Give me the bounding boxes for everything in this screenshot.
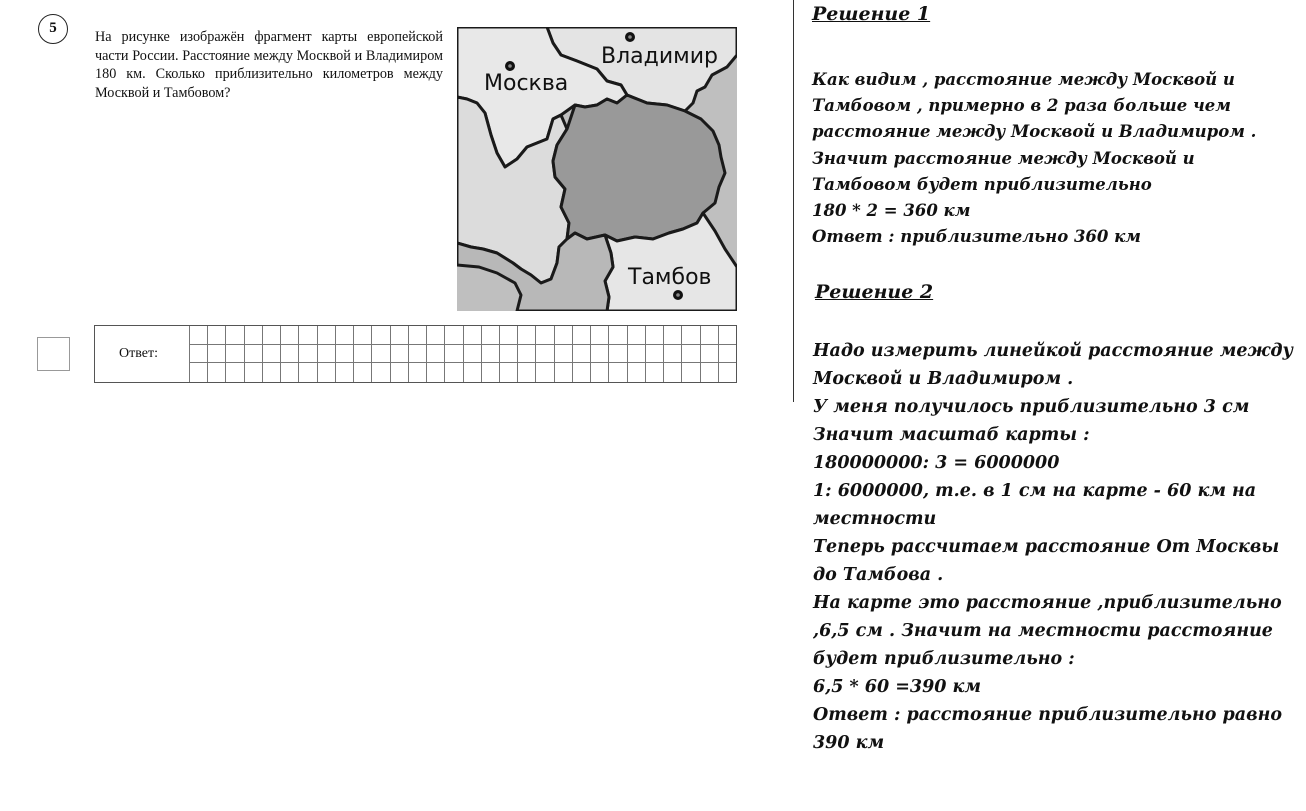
- solution-line: Ответ : приблизительно 360 км: [812, 227, 1141, 247]
- answer-cell[interactable]: [572, 326, 590, 345]
- answer-cell[interactable]: [535, 326, 553, 345]
- tambov-label: Тамбов: [628, 265, 712, 290]
- answer-cell[interactable]: [225, 326, 243, 345]
- answer-cell[interactable]: [608, 326, 626, 345]
- answer-cell[interactable]: [408, 363, 426, 382]
- answer-cell[interactable]: [554, 363, 572, 382]
- answer-cell[interactable]: [499, 345, 517, 364]
- solution-line: Тамбовом будет приблизительно: [812, 174, 1152, 194]
- answer-cell[interactable]: [572, 363, 590, 382]
- answer-cell[interactable]: [444, 326, 462, 345]
- answer-cell[interactable]: [317, 363, 335, 382]
- solution-line: Значит масштаб карты :: [813, 425, 1090, 445]
- answer-cell[interactable]: [317, 326, 335, 345]
- answer-cell[interactable]: [335, 345, 353, 364]
- answer-cell[interactable]: [280, 326, 298, 345]
- column-divider: [793, 0, 794, 402]
- answer-cell[interactable]: [371, 363, 389, 382]
- solution-2-title: Решение 2: [815, 281, 934, 303]
- solution-line: Теперь рассчитаем расстояние От Москвы: [813, 537, 1280, 557]
- answer-cell[interactable]: [663, 326, 681, 345]
- answer-cell[interactable]: [554, 345, 572, 364]
- answer-cell[interactable]: [426, 326, 444, 345]
- solution-line: местности: [813, 509, 937, 529]
- answer-cell[interactable]: [481, 326, 499, 345]
- answer-cell[interactable]: [244, 363, 262, 382]
- answer-cell[interactable]: [189, 345, 207, 364]
- solution-line: 180000000: 3 = 6000000: [813, 453, 1060, 473]
- solution-line: 390 км: [813, 733, 885, 753]
- solution-line: Тамбовом , примерно в 2 раза больше чем: [812, 96, 1231, 116]
- answer-cell[interactable]: [262, 345, 280, 364]
- answer-cell[interactable]: [353, 326, 371, 345]
- answer-cell[interactable]: [627, 326, 645, 345]
- answer-cell[interactable]: [663, 345, 681, 364]
- answer-cell[interactable]: [353, 345, 371, 364]
- answer-cell[interactable]: [608, 345, 626, 364]
- solution-line: Москвой и Владимиром .: [813, 369, 1074, 389]
- solution-line: 1: 6000000, т.е. в 1 см на карте - 60 км на: [813, 481, 1257, 501]
- solution-line: Надо измерить линейкой расстояние между: [813, 341, 1294, 361]
- answer-cell[interactable]: [390, 326, 408, 345]
- solution-line: На карте это расстояние ,приблизительно: [813, 593, 1282, 613]
- answer-cell[interactable]: [608, 363, 626, 382]
- answer-label: Ответ:: [119, 346, 158, 361]
- answer-cell[interactable]: [244, 345, 262, 364]
- solution-line: Ответ : расстояние приблизительно равно: [813, 705, 1283, 725]
- answer-cell[interactable]: [645, 326, 663, 345]
- answer-cell[interactable]: [627, 363, 645, 382]
- answer-cell[interactable]: [572, 345, 590, 364]
- answer-box: [94, 325, 737, 383]
- solution-line: Значит расстояние между Москвой и: [812, 148, 1195, 168]
- answer-cell[interactable]: [298, 345, 316, 364]
- answer-cell[interactable]: [280, 363, 298, 382]
- answer-cell[interactable]: [554, 326, 572, 345]
- answer-cell[interactable]: [645, 363, 663, 382]
- solution-line: Как видим , расстояние между Москвой и: [812, 70, 1235, 89]
- answer-cell[interactable]: [499, 326, 517, 345]
- answer-cell[interactable]: [535, 363, 553, 382]
- answer-cell[interactable]: [444, 345, 462, 364]
- answer-cell[interactable]: [681, 326, 699, 345]
- answer-cell[interactable]: [590, 345, 608, 364]
- solution-1-body: [812, 67, 1282, 250]
- answer-cell[interactable]: [700, 363, 718, 382]
- solution-2-body: [813, 337, 1299, 757]
- answer-cell[interactable]: [499, 363, 517, 382]
- answer-cell[interactable]: [700, 326, 718, 345]
- solution-line: У меня получилось приблизительно 3 см: [813, 397, 1250, 417]
- solution-line: будет приблизительно :: [813, 649, 1075, 669]
- answer-cell[interactable]: [225, 345, 243, 364]
- answer-cell[interactable]: [353, 363, 371, 382]
- answer-cell[interactable]: [371, 345, 389, 364]
- answer-cell[interactable]: [408, 345, 426, 364]
- answer-cell[interactable]: [426, 363, 444, 382]
- answer-cell[interactable]: [718, 363, 736, 382]
- answer-cell[interactable]: [627, 345, 645, 364]
- answer-cell[interactable]: [335, 326, 353, 345]
- answer-cell[interactable]: [645, 345, 663, 364]
- solution-1-title: Решение 1: [812, 3, 931, 25]
- map-fragment: [457, 27, 737, 311]
- answer-cell[interactable]: [225, 363, 243, 382]
- answer-cell[interactable]: [481, 363, 499, 382]
- answer-cell[interactable]: [481, 345, 499, 364]
- answer-cell[interactable]: [189, 326, 207, 345]
- solution-line: ,6,5 см . Значит на местности расстояние: [813, 621, 1273, 641]
- answer-cell[interactable]: [298, 363, 316, 382]
- solution-line: до Тамбова .: [813, 565, 944, 585]
- answer-cell[interactable]: [298, 326, 316, 345]
- answer-cell[interactable]: [463, 326, 481, 345]
- answer-cell[interactable]: [517, 363, 535, 382]
- answer-cell[interactable]: [408, 326, 426, 345]
- answer-cell[interactable]: [681, 345, 699, 364]
- answer-cell[interactable]: [444, 363, 462, 382]
- task-number-badge: 5: [38, 14, 68, 44]
- answer-cell[interactable]: [718, 345, 736, 364]
- answer-cell[interactable]: [700, 345, 718, 364]
- answer-cell[interactable]: [207, 363, 225, 382]
- vladimir-label: Владимир: [601, 44, 719, 69]
- answer-cell[interactable]: [463, 345, 481, 364]
- answer-cell[interactable]: [718, 326, 736, 345]
- answer-cell[interactable]: [262, 363, 280, 382]
- answer-grid[interactable]: [189, 326, 736, 382]
- answer-cell[interactable]: [207, 345, 225, 364]
- answer-cell[interactable]: [663, 363, 681, 382]
- answer-cell[interactable]: [317, 345, 335, 364]
- solution-line: расстояние между Москвой и Владимиром .: [812, 122, 1257, 142]
- answer-cell[interactable]: [189, 363, 207, 382]
- answer-cell[interactable]: [426, 345, 444, 364]
- solution-line: 180 * 2 = 360 км: [812, 201, 971, 221]
- answer-cell[interactable]: [535, 345, 553, 364]
- answer-cell[interactable]: [371, 326, 389, 345]
- answer-cell[interactable]: [590, 363, 608, 382]
- answer-cell[interactable]: [390, 345, 408, 364]
- answer-cell[interactable]: [517, 326, 535, 345]
- answer-cell[interactable]: [517, 345, 535, 364]
- answer-cell[interactable]: [262, 326, 280, 345]
- moscow-label: Москва: [484, 71, 569, 96]
- answer-cell[interactable]: [590, 326, 608, 345]
- answer-cell[interactable]: [463, 363, 481, 382]
- task-text: На рисунке изображён фрагмент карты европейской части России. Расстояние между Москвой и Владимиром 180 км. Сколько приблизительно километров между Москвой и Тамбовом?: [95, 29, 443, 101]
- answer-cell[interactable]: [207, 326, 225, 345]
- solution-line: 6,5 * 60 =390 км: [813, 677, 981, 697]
- answer-cell[interactable]: [280, 345, 298, 364]
- answer-cell[interactable]: [244, 326, 262, 345]
- answer-cell[interactable]: [335, 363, 353, 382]
- answer-checkbox[interactable]: [37, 337, 70, 371]
- answer-cell[interactable]: [681, 363, 699, 382]
- answer-cell[interactable]: [390, 363, 408, 382]
